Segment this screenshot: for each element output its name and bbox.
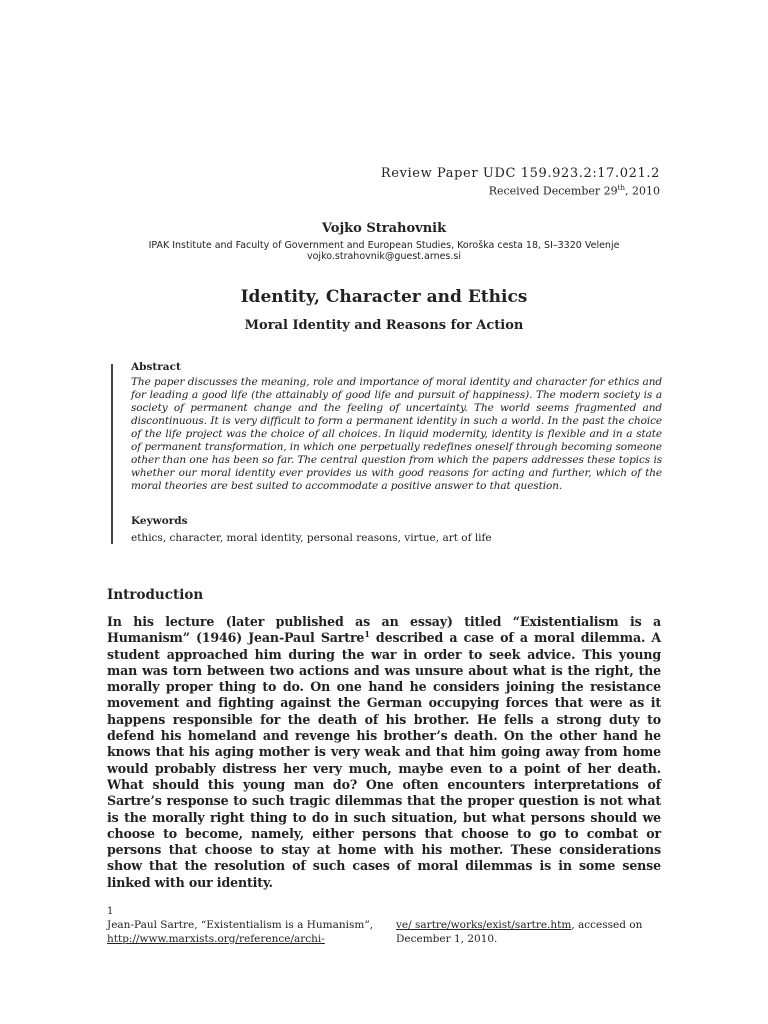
author-email: vojko.strahovnik@guest.arnes.si: [307, 251, 461, 262]
author-affiliation-block: [0, 240, 768, 262]
footnote-right-column: [396, 918, 666, 946]
review-paper-udc: Review Paper UDC 159.923.2:17.021.2: [380, 166, 660, 181]
author-affiliation: IPAK Institute and Faculty of Government and European Studies, Koroška cesta 18, SI–3320 Velenje: [148, 240, 620, 251]
received-date: [489, 184, 660, 198]
keywords-heading: Keywords: [131, 515, 188, 527]
received-date-superscript: th: [617, 184, 625, 192]
footnote-left-text: Jean-Paul Sartre, “Existentialism is a Humanism”,: [107, 919, 374, 931]
abstract-margin-bar: [111, 364, 113, 544]
introduction-text-part1: In his lecture (later published as an essay) titled “Existentialism is a Humanism” (1946) Jean-Paul Sartre: [107, 614, 661, 646]
footnote-left-column: [107, 918, 377, 946]
paper-title: Identity, Character and Ethics: [240, 287, 528, 307]
received-date-text: Received December 29: [488, 184, 618, 198]
footnote-right-text: , accessed on December 1, 2010.: [396, 919, 643, 945]
paper-subtitle: Moral Identity and Reasons for Action: [244, 318, 524, 333]
footnote-url-link-part2[interactable]: ve/ sartre/works/exist/sartre.htm: [396, 919, 572, 931]
keywords-text: ethics, character, moral identity, personal reasons, virtue, art of life: [131, 532, 492, 544]
footnote-reference[interactable]: 1: [364, 629, 370, 640]
introduction-heading: Introduction: [107, 587, 204, 603]
introduction-text-part2: described a case of a moral dilemma. A student approached him during the war in order to seek advice. This young man was torn between two actions and was unsure about what is the right, the morally proper thing to do. On one hand he considers joining the resistance movement and fighting against the German occupying forces that were as it happens responsible for the death of his brother. He fells a strong duty to defend his homeland and revenge his brother’s death. On the other hand he knows that his aging mother is very weak and that him going away from home would probably distress her very much, maybe even to a point of her death. What should this young man do? One often encounters interpretations of Sartre’s response to such tragic dilemmas that the proper question is not what is the morally right thing to do in such situation, but what persons should we choose to become, namely, either persons that choose to go to combat or persons that choose to stay at home with his mother. These considerations show that the resolution of such cases of moral dilemmas is in some sense linked with our identity.: [107, 630, 662, 890]
received-date-year: , 2010: [625, 184, 660, 198]
introduction-paragraph: [107, 614, 661, 891]
footnote-url-link-part1[interactable]: http://www.marxists.org/reference/archi-: [107, 933, 325, 945]
footnote-number: 1: [107, 906, 114, 917]
author-name: Vojko Strahovnik: [321, 221, 447, 236]
abstract-text: The paper discusses the meaning, role and importance of moral identity and character for ethics and for leading a good life (the attainably of good life and pursuit of happiness). The modern society is a society of permanent change and the feeling of uncertainty. The world seems fragmented and discontinuous. It is very difficult to form a permanent identity in such a world. In the past the choice of the life project was the choice of all choices. In liquid modernity, identity is flexible and in a state of permanent transformation, in which one perpetually redefines oneself through becoming someone other than one has been so far. The central question from which the papers addresses these topics is whether our moral identity ever provides us with good reasons for acting and further, which of the moral theories are best suited to accommodate a positive answer to that question.: [131, 376, 662, 492]
abstract-heading: Abstract: [131, 361, 181, 373]
